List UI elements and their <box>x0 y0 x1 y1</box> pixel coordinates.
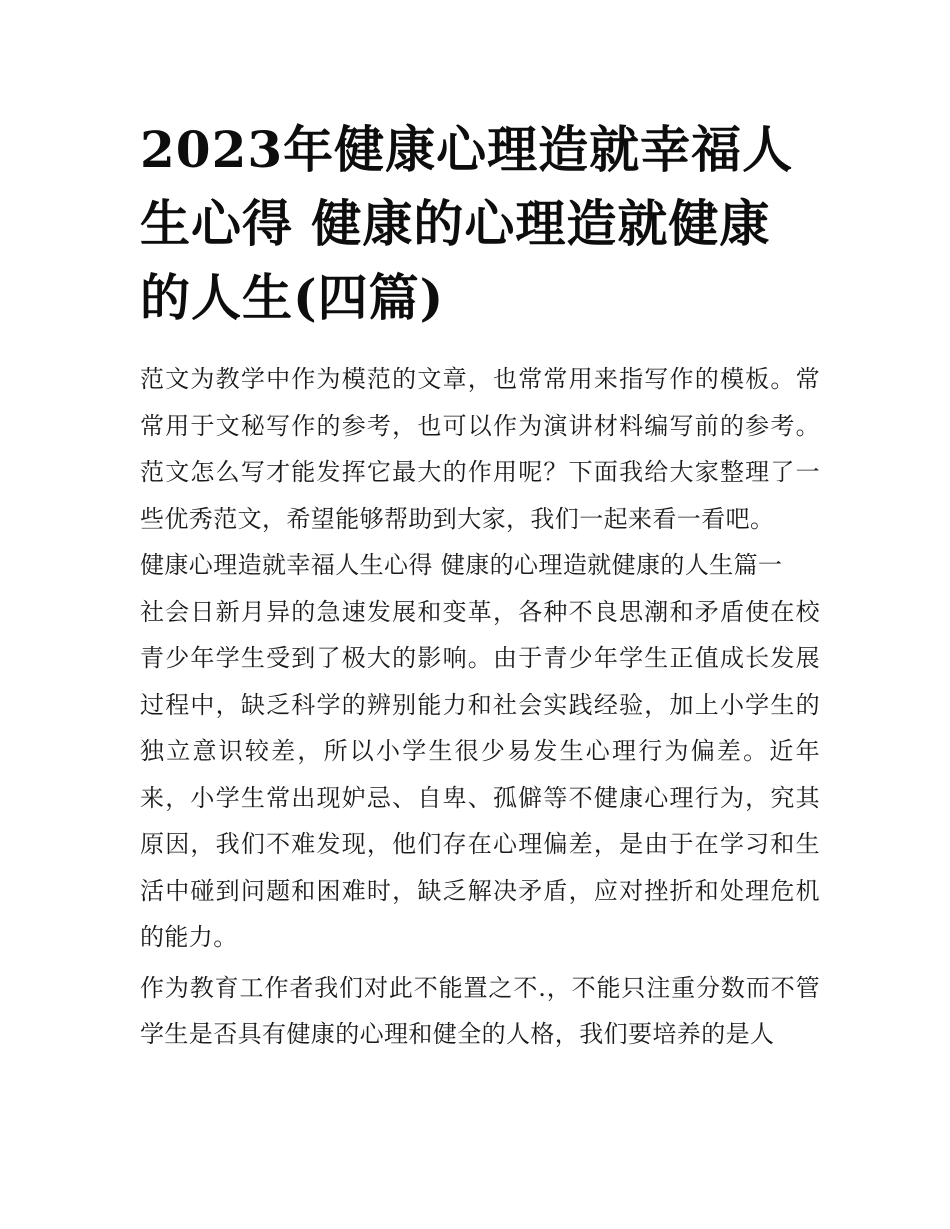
document-title: 2023年健康心理造就幸福人生心得 健康的心理造就健康的人生(四篇) <box>140 120 794 327</box>
intro-paragraph: 范文为教学中作为模范的文章，也常常用来指写作的模板。常常用于文秘写作的参考，也可以作为演讲材料编写前的参考。范文怎么写才能发挥它最大的作用呢？下面我给大家整理了一些优秀范文，希望能够帮助到大家，我们一起来看一看吧。 <box>140 365 820 533</box>
body-paragraph: 作为教育工作者我们对此不能置之不.，不能只注重分数而不管学生是否具有健康的心理和健全的人格，我们要培养的是人 <box>140 973 820 1048</box>
section-heading: 健康心理造就幸福人生心得 健康的心理造就健康的人生篇一 <box>140 551 783 579</box>
body-paragraph: 社会日新月异的急速发展和变革，各种不良思潮和矛盾使在校青少年学生受到了极大的影响。由于青少年学生正值成长发展过程中，缺乏科学的辨别能力和社会实践经验，加上小学生的独立意识较差，所以小学生很少易发生心理行为偏差。近年来，小学生常出现妒忌、自卑、孤僻等不健康心理行为，究其原因，我们不难发现，他们存在心理偏差，是由于在学习和生活中碰到问题和困难时，缺乏解决矛盾，应对挫折和处理危机的能力。 <box>140 597 820 951</box>
document-body <box>140 356 820 1058</box>
